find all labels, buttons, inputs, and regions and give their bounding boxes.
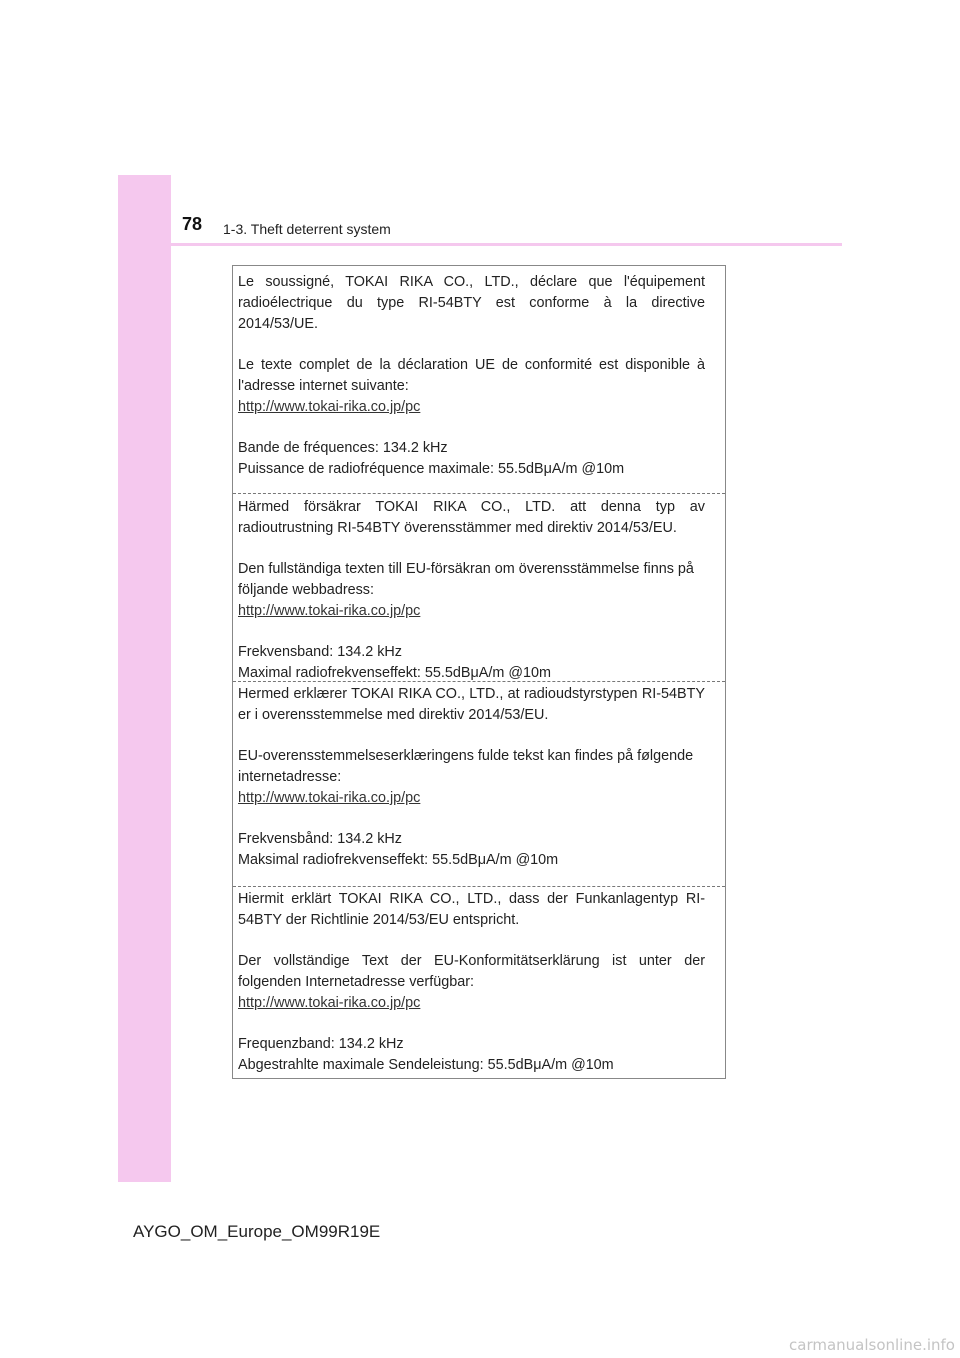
page-number: 78 <box>182 214 203 234</box>
declaration-text: Hiermit erklärt TOKAI RIKA CO., LTD., dass der Funkanlagentyp RI-54BTY der Richtlinie 2014/53/EU entspricht. <box>238 891 705 928</box>
availability-text: Den fullständiga texten till EU-försäkran om överensstämmelse finns på följande webbadress: <box>238 561 694 598</box>
declaration-url-link[interactable]: http://www.tokai-rika.co.jp/pc <box>238 603 421 619</box>
declaration-section-swedish <box>233 493 725 684</box>
max-power-text: Puissance de radiofréquence maximale: 55.5dBμA/m @10m <box>238 461 625 477</box>
declaration-text: Hermed erklærer TOKAI RIKA CO., LTD., at radioudstyrstypen RI-54BTY er i overensstemmelse med direktiv 2014/53/EU. <box>238 686 705 723</box>
declaration-url-link[interactable]: http://www.tokai-rika.co.jp/pc <box>238 790 421 806</box>
declaration-section-danish <box>233 681 725 871</box>
declaration-section-french <box>233 272 725 480</box>
pink-sidebar-tab <box>118 175 171 1182</box>
declaration-section-german <box>233 886 725 1076</box>
frequency-band-text: Bande de fréquences: 134.2 kHz <box>238 440 448 456</box>
document-code: AYGO_OM_Europe_OM99R19E <box>133 1222 381 1241</box>
declaration-text: Le soussigné, TOKAI RIKA CO., LTD., déclare que l'équipement radioélectrique du type RI-54BTY est conforme à la directive 2014/53/UE. <box>238 274 705 332</box>
frequency-band-text: Frequenzband: 134.2 kHz <box>238 1036 404 1052</box>
watermark: carmanualsonline.info <box>789 1336 955 1354</box>
declaration-url-link[interactable]: http://www.tokai-rika.co.jp/pc <box>238 995 421 1011</box>
availability-text: Der vollständige Text der EU-Konformitätserklärung ist unter der folgenden Internetadresse verfügbar: <box>238 953 705 990</box>
max-power-text: Maksimal radiofrekvenseffekt: 55.5dBμA/m @10m <box>238 852 559 868</box>
max-power-text: Abgestrahlte maximale Sendeleistung: 55.5dBμA/m @10m <box>238 1057 614 1073</box>
max-power-text: Maximal radiofrekvenseffekt: 55.5dBμA/m @10m <box>238 665 551 681</box>
declaration-box <box>232 265 726 1079</box>
declaration-url-link[interactable]: http://www.tokai-rika.co.jp/pc <box>238 399 421 415</box>
declaration-text: Härmed försäkrar TOKAI RIKA CO., LTD. att denna typ av radioutrustning RI-54BTY överensstämmer med direktiv 2014/53/EU. <box>238 499 705 536</box>
section-title: 1-3. Theft deterrent system <box>223 221 391 237</box>
frequency-band-text: Frekvensband: 134.2 kHz <box>238 644 402 660</box>
availability-text: EU-overensstemmelseserklæringens fulde tekst kan findes på følgende internetadresse: <box>238 748 694 785</box>
header-divider <box>118 243 842 246</box>
frequency-band-text: Frekvensbånd: 134.2 kHz <box>238 831 402 847</box>
availability-text: Le texte complet de la déclaration UE de conformité est disponible à l'adresse internet suivante: <box>238 357 705 394</box>
